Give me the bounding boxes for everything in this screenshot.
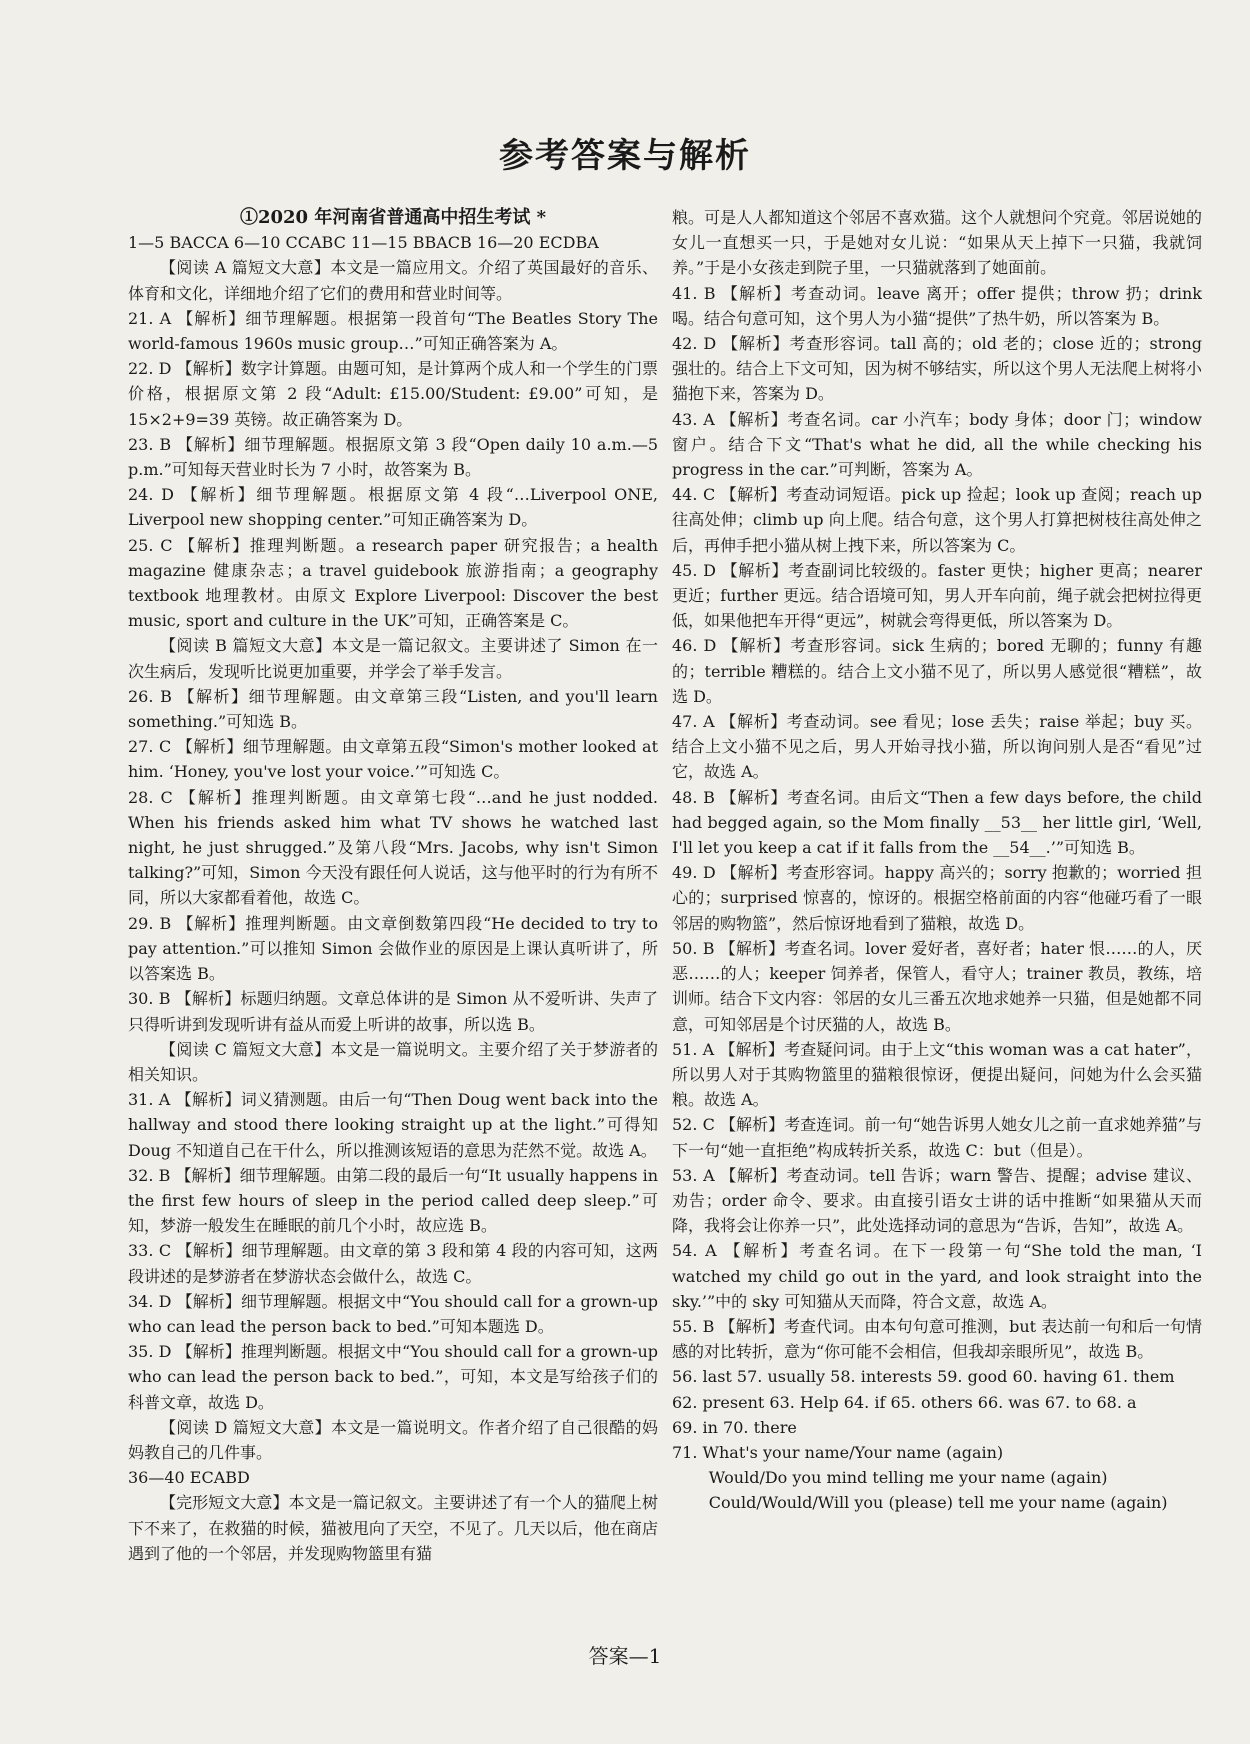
answer-item: 52. C 【解析】考查连词。前一句“她告诉男人她女儿之前一直求她养猫”与下一句“她一直拒绝”构成转折关系，故选 C：but（但是）。 — [672, 1115, 1202, 1160]
page-title: 参考答案与解析 — [499, 136, 751, 176]
answer-item: 42. D 【解析】考查形容词。tall 高的；old 老的；close 近的；strong 强壮的。结合上下文可知，因为树不够结实，所以这个男人无法爬上树将小猫抱下来，答案为 D。 — [672, 334, 1202, 404]
answer-line: 62. present 63. Help 64. if 65. others 66. was 67. to 68. a — [672, 1392, 1137, 1412]
right-column — [672, 205, 1202, 1516]
answer-item: 35. D 【解析】推理判断题。根据文中“You should call for a grown-up who can lead the person back to bed.”，可知，本文是写给孩子们的科普文章，故选 D。 — [128, 1342, 658, 1412]
answer-item: 33. C 【解析】细节理解题。由文章的第 3 段和第 4 段的内容可知，这两段讲述的是梦游者在梦游状态会做什么，故选 C。 — [128, 1241, 658, 1286]
exam-title: ①2020 年河南省普通高中招生考试 * — [239, 207, 547, 228]
answer-item: 43. A 【解析】考查名词。car 小汽车；body 身体；door 门；window 窗户。结合下文“That's what he did, all the while checking his progress in the car.”可判断，答案为 A。 — [672, 409, 1202, 480]
answer-line: 71. What's your name/Your name (again) — [672, 1442, 1004, 1462]
answer-item: 29. B 【解析】推理判断题。由文章倒数第四段“He decided to try to pay attention.”可以推知 Simon 会做作业的原因是上课认真听讲了，所以答案选 B。 — [128, 913, 658, 984]
answer-item: 30. B 【解析】标题归纳题。文章总体讲的是 Simon 从不爱听讲、失声了只得听讲到发现听讲有益从而爱上听讲的故事，所以选 B。 — [128, 989, 658, 1034]
answer-item: 49. D 【解析】考查形容词。happy 高兴的；sorry 抱歉的；worried 担心的；surprised 惊喜的，惊讶的。根据空格前面的内容“他碰巧看了一眼邻居的购物篮”，然后惊讶地看到了猫粮，故选 D。 — [672, 863, 1202, 933]
answer-line: 36—40 ECABD — [128, 1468, 250, 1488]
answer-item: 25. C 【解析】推理判断题。a research paper 研究报告；a health magazine 健康杂志；a travel guidebook 旅游指南；a geography textbook 地理教材。由原文 Explore Liverpool: Discover the best music, sport and culture in the UK”可知，正确答案是 C。 — [128, 535, 658, 631]
answer-item: 45. D 【解析】考查副词比较级的。faster 更快；higher 更高；nearer 更近；further 更远。结合语境可知，男人开车向前，绳子就会把树拉得更低，如果他把车开得“更远”，树就会弯得更低，所以答案为 D。 — [672, 560, 1202, 631]
answer-item: 47. A 【解析】考查动词。see 看见；lose 丢失；raise 举起；buy 买。结合上文小猫不见之后，男人开始寻找小猫，所以询问别人是否“看见”过它，故选 A。 — [672, 712, 1202, 782]
left-column — [128, 205, 658, 1566]
passage-summary: 【阅读 B 篇短文大意】本文是一篇记叙文。主要讲述了 Simon 在一次生病后，发现听比说更加重要，并学会了举手发言。 — [128, 636, 658, 681]
answer-item: 32. B 【解析】细节理解题。由第二段的最后一句“It usually happens in the first few hours of sleep in the period called deep sleep.”可知，梦游一般发生在睡眠的前几个小时，故应选 B。 — [128, 1165, 658, 1236]
answer-line: 69. in 70. there — [672, 1417, 797, 1437]
passage-summary: 【阅读 D 篇短文大意】本文是一篇说明文。作者介绍了自己很酷的妈妈教自己的几件事。 — [128, 1417, 658, 1462]
answer-line: Would/Do you mind telling me your name (again) — [708, 1468, 1108, 1488]
answer-item: 26. B 【解析】细节理解题。由文章第三段“Listen, and you'll learn something.”可知选 B。 — [128, 686, 658, 732]
answer-item: 44. C 【解析】考查动词短语。pick up 捡起；look up 查阅；reach up 往高处伸；climb up 向上爬。结合句意，这个男人打算把树枝往高处伸之后，再伸手把小猫从树上拽下来，所以答案为 C。 — [672, 485, 1202, 555]
answer-item: 31. A 【解析】词义猜测题。由后一句“Then Doug went back into the hallway and stood there looking straight up at the light.”可得知 Doug 不知道自己在干什么，所以推测该短语的意思为茫然不觉。故选 A。 — [128, 1090, 658, 1160]
answer-item: 50. B 【解析】考查名词。lover 爱好者，喜好者；hater 恨……的人，厌恶……的人；keeper 饲养者，保管人，看守人；trainer 教员，教练，培训师。结合下文内容：邻居的女儿三番五次地求她养一只猫，但是她都不同意，可知邻居是个讨厌猫的人，故选 B。 — [672, 938, 1202, 1034]
answer-item: 24. D 【解析】细节理解题。根据原文第 4 段“…Liverpool ONE, Liverpool new shopping center.”可知正确答案为 D。 — [128, 485, 658, 530]
answer-item: 54. A 【解析】考查名词。在下一段第一句“She told the man, ‘I watched my child go out in the yard, and look straight into the sky.’”中的 sky 可知猫从天而降，符合文意，故选 A。 — [672, 1241, 1202, 1311]
page-footer: 答案—1 — [588, 1644, 662, 1668]
answer-item: 22. D 【解析】数字计算题。由题可知，是计算两个成人和一个学生的门票价格，根据原文第 2 段“Adult: £15.00/Student: £9.00”可知，是 15×2+9=39 英镑。故正确答案为 D。 — [128, 359, 658, 429]
answer-item: 21. A 【解析】细节理解题。根据第一段首句“The Beatles Story The world-famous 1960s music group…”可知正确答案为 A。 — [128, 308, 658, 354]
answer-item: 28. C 【解析】推理判断题。由文章第七段“…and he just nodded. When his friends asked him what TV shows he watched last night, he just shrugged.”及第八段“Mrs. Jacobs, why isn't Simon talking?”可知，Simon 今天没有跟任何人说话，这与他平时的行为有所不同，所以大家都看着他，故选 C。 — [128, 787, 658, 908]
passage-summary: 【阅读 A 篇短文大意】本文是一篇应用文。介绍了英国最好的音乐、体育和文化，详细地介绍了它们的费用和营业时间等。 — [128, 258, 658, 303]
passage-summary: 【阅读 C 篇短文大意】本文是一篇说明文。主要介绍了关于梦游者的相关知识。 — [128, 1039, 658, 1084]
answer-item: 53. A 【解析】考查动词。tell 告诉；warn 警告、提醒；advise 建议、劝告；order 命令、要求。由直接引语女士讲的话中推断“如果猫从天而降，我将会让你养一只”，此处选择动词的意思为“告诉，告知”，故选 A。 — [672, 1165, 1202, 1236]
answer-line: 56. last 57. usually 58. interests 59. good 60. having 61. them — [672, 1367, 1175, 1387]
answer-item: 51. A 【解析】考查疑问词。由于上文“this woman was a cat hater”，所以男人对于其购物篮里的猫粮很惊讶，便提出疑问，问她为什么会买猫粮。故选 A。 — [672, 1039, 1202, 1110]
answer-item: 23. B 【解析】细节理解题。根据原文第 3 段“Open daily 10 a.m.—5 p.m.”可知每天营业时长为 7 小时，故答案为 B。 — [128, 434, 658, 480]
answer-item: 34. D 【解析】细节理解题。根据文中“You should call for a grown-up who can lead the person back to bed.”可知本题选 D。 — [128, 1291, 658, 1336]
answer-line: 1—5 BACCA 6—10 CCABC 11—15 BBACB 16—20 ECDBA — [128, 233, 599, 253]
passage-summary-continued: 粮。可是人人都知道这个邻居不喜欢猫。这个人就想问个究竟。邻居说她的女儿一直想买一只，于是她对女儿说：“如果从天上掉下一只猫，我就饲养。”于是小女孩走到院子里，一只猫就落到了她面前。 — [672, 208, 1202, 278]
answer-item: 41. B 【解析】考查动词。leave 离开；offer 提供；throw 扔；drink 喝。结合句意可知，这个男人为小猫“提供”了热牛奶，所以答案为 B。 — [672, 283, 1202, 328]
answer-line: Could/Would/Will you (please) tell me your name (again) — [708, 1493, 1168, 1513]
passage-summary: 【完形短文大意】本文是一篇记叙文。主要讲述了有一个人的猫爬上树下不来了，在救猫的时候，猫被甩向了天空，不见了。几天以后，他在商店遇到了他的一个邻居，并发现购物篮里有猫 — [128, 1493, 658, 1563]
answer-item: 55. B 【解析】考查代词。由本句句意可推测，but 表达前一句和后一句情感的对比转折，意为“你可能不会相信，但我却亲眼所见”，故选 B。 — [672, 1316, 1202, 1362]
answer-item: 27. C 【解析】细节理解题。由文章第五段“Simon's mother looked at him. ‘Honey, you've lost your voice.’”可知选 C。 — [128, 737, 658, 782]
answer-item: 48. B 【解析】考查名词。由后文“Then a few days before, the child had begged again, so the Mom finally __53__ her little girl, ‘Well, I'll let you keep a cat if it falls from the __54__.’”可知选 B。 — [672, 787, 1202, 858]
answer-item: 46. D 【解析】考查形容词。sick 生病的；bored 无聊的；funny 有趣的；terrible 糟糕的。结合上文小猫不见了，所以男人感觉很“糟糕”，故选 D。 — [672, 636, 1202, 706]
